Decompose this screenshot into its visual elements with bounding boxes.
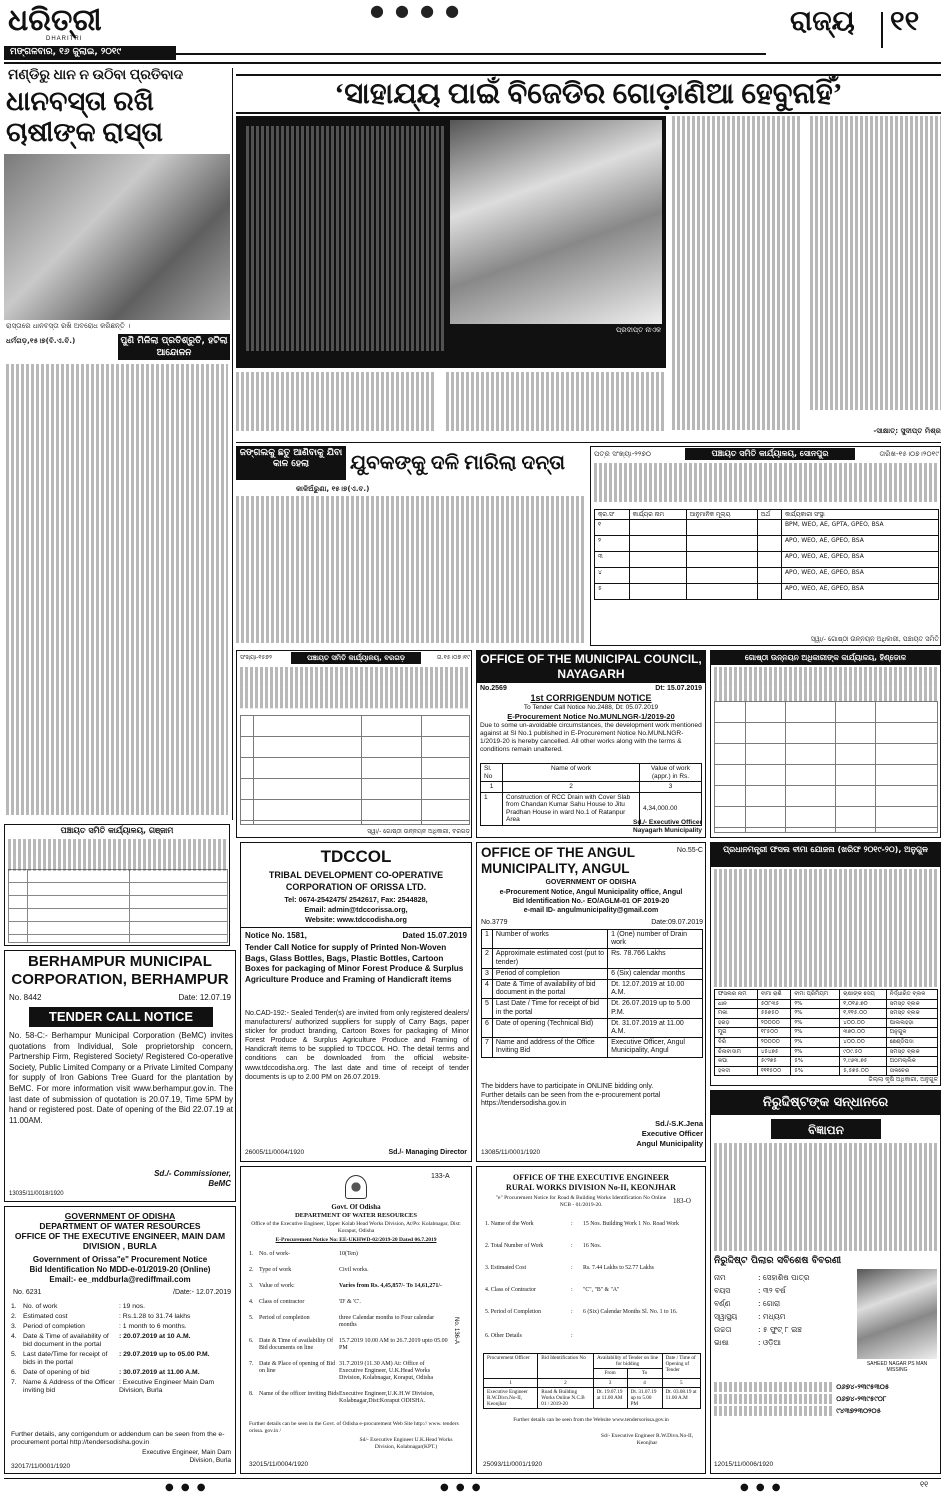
ad-banner: ବିଜ୍ଞାପନ (771, 1119, 881, 1139)
ad-title: ପଞ୍ଚାୟତ ସମିତି କାର୍ଯ୍ୟାଳୟ, ସୋନପୁର (685, 448, 855, 460)
ad-body (714, 869, 938, 987)
ad-title: TDCCOL (320, 847, 392, 866)
list-item: ଭାଷା : ଓଡ଼ିଆ (714, 1338, 781, 1347)
story-dateline: ଧର୍ମଗଡ଼,୧୫।୭(ବି.ଏ.ବି.) (6, 336, 76, 345)
ad-line1: e-Procurement Notice, Angul Municipality office, Angul (499, 889, 683, 896)
ad-line3: "e" Procurement Notice for Road & Building Works Identification No Online NCB - 01/2019-20. (495, 1195, 667, 1208)
table-row: 1 Number of works 1 (One) number of Drain work (482, 930, 703, 949)
ad-notice-no: E-Procurement Notice No.MUNLNGR-1/2019-20 (507, 712, 675, 721)
ad-sonepur (590, 446, 941, 646)
ad-berhampur (4, 950, 236, 1202)
contact-list: ୦୬୭୪-୨୩୯୫୩୦୫ ୦୬୭୪-୨୩୯୫୯୦୮ ୯୪୩୭୨୩୦୨୦୫ (714, 1381, 938, 1417)
table-row: ଚିନାବାଦାମ ୪୫୪୭୫ ୨% ୯୦୯.୫୦ ସମସ୍ତ ବ୍ଲକ (715, 1047, 938, 1057)
story-dateline: କାଳିଅଁରୁଣା, ୧୫।୭(ଏ.ବ.) (296, 484, 370, 493)
section-title: ରାଜ୍ୟ (790, 6, 855, 37)
ad-date: /Date:- 12.07.2019 (173, 1289, 231, 1296)
ad-ref: To Tender Call Notice No.2488, Dt: 05.07.2019 (523, 704, 659, 711)
ad-nayagarh (476, 650, 706, 838)
ad-gov: GOVERNMENT OF ODISHA (545, 879, 637, 886)
ad-code: 13085/11/0001/1920 (481, 1149, 541, 1156)
ad-num: 183-O (673, 1197, 691, 1205)
list-item: 5. Last date/Time for receipt of bids in the portal : 29.07.2019 up to 05.00 P.M. (11, 1351, 210, 1366)
detail-fields (714, 1271, 854, 1349)
ad-website: Website: www.tdccodisha.org (305, 915, 407, 924)
ad-tel: Tel: 0674-2542475/ 2542617, Fax: 2544828, (284, 895, 428, 904)
page-dots-icon: ● ● ● (440, 1482, 483, 1493)
ad-sign: Sd./- Commissioner, (154, 1169, 231, 1178)
ad-body (714, 1143, 938, 1253)
table-row: ବିରି ୨୦୦୦୦ ୨% ୪୦୦.୦୦ ଛେଣ୍ଡିପଦା (715, 1037, 938, 1047)
ad-sign: Executive Engineer, Main Dam Division, Burla (142, 1449, 231, 1464)
ad-foot: Further details, any corrigendum or addendum can be seen from the e-procurement portal http://tendersodisha.gov.in (11, 1431, 225, 1446)
page-dots-icon: ● ● ● (740, 1482, 783, 1493)
ad-rows (11, 1303, 233, 1397)
ad-crop-insurance (710, 842, 941, 1086)
ad-line2: DEPARTMENT OF WATER RESOURCES (294, 1212, 418, 1219)
list-item: 2. Estimated cost : Rs.1.28 to 31.74 lakhs (11, 1313, 191, 1320)
table-row: କପା ୫୯୨୭୫ ୫% ୨,୯୬୩.୭୫ ଅଠମଲ୍ଲିକ (715, 1057, 938, 1067)
ad-notice-no: Notice No. 1581, (245, 931, 307, 940)
story-body-col1 (236, 372, 436, 438)
ad-date: Dated 15.07.2019 (402, 931, 467, 940)
ad-email: Email:- ee_mddburla@rediffmail.com (49, 1275, 191, 1284)
story-byline: -ସାକ୍ଷାତ୍: ସୁଦୀପ୍ତ ମିଶ୍ର (873, 426, 941, 435)
ad-hindol (710, 650, 941, 838)
table-row: ଧାନ ୫୦୮୩୫ ୨% ୧,୦୧୬.୭୦ ସମସ୍ତ ବ୍ଲକ (715, 999, 938, 1009)
ad-line4: Government of Orissa"e" Procurement Notice (32, 1255, 208, 1264)
ad-title: BERHAMPUR MUNICIPAL CORPORATION, BERHAMPUR (11, 953, 229, 988)
list-item: 4. Class of Contractor : "C", "B" & "A" (485, 1287, 620, 1293)
intro-text (246, 126, 446, 356)
ad-body (714, 667, 938, 695)
ad-sign: ଜିଲ୍ଲା କୃଷି ଅଧିକାରୀ, ଅନୁଗୁଳ (868, 1076, 938, 1083)
photo-caption: ରାସ୍ତାରେ ଧାନବସ୍ତା ରଖି ଅବରୋଧ କରିଛନ୍ତି । (6, 322, 131, 330)
ad-code: 32017/11/0001/1920 (11, 1463, 71, 1470)
list-item: 5. Period of Completion : 6 (Six) Calendar Months Sl. No. 1 to 16. (485, 1309, 678, 1315)
ad-sign: Sd./- Executive Officer (633, 819, 702, 826)
table-row: 7 Name and address of the Office Inviting Bid Executive Officer, Angul Municipality, Angul (482, 1038, 703, 1057)
ad-rows (485, 1221, 699, 1347)
ad-code: 32015/11/0004/1920 (249, 1461, 309, 1468)
list-item: 7. Name & Address of the Officer inviting bid : Executive Engineer Main Dam Division, Burla (11, 1379, 215, 1394)
ad-line3: OFFICE OF THE EXECUTIVE ENGINEER, MAIN DAM DIVISION , BURLA (14, 1231, 226, 1251)
page-dots-icon: ● ● ● (165, 1482, 208, 1493)
logo-subtitle: DHARITRI (46, 36, 83, 42)
ad-body: No. 58-C:- Berhampur Municipal Corporation (BeMC) invites quotations from Individual, Sole proprietorship concern, Partnership Firm, Registered Society/ Registered Co-operative Society, Public Limited Company or a Private Limited Company for supply of Iron Gabions Tree Guard for the plantation by BeMC. For more information visit www.berhampur.gov.in. The last date of submission of quotation is 20.07.19, Time 5PM by hand or registered post. Date of opening of the Bid 22.07.19 at 11.00AM. (9, 1031, 233, 1125)
table-row: ହଳଦୀ ୧୧୧୫୦୦ ୫% ୫,୫୭୫.୦୦ ତାଳଚେର (715, 1066, 938, 1076)
ad-body: Due to some un-avoidable circumstances, the development work mentioned against at Sl No.1 published in E-Procurement Notice No.MUNLNGR-1/2019-20 is hereby cancelled. All other works along with the terms & conditions remain unaltered. (480, 722, 702, 753)
ad-line4: E-Procurement Notice No: EE-UKHWD-02/2019-20 Dated 06.7.2019 (275, 1237, 437, 1243)
list-item: 6. Date & Time of availability Of Bid documents on line 15.7.2019 10.00 AM to 26.7.2019 upto 05.00 PM (249, 1338, 448, 1351)
ad-rows (249, 1251, 449, 1414)
ad-memo: ପତ୍ର ସଂଖ୍ୟା-୨୨୭୦ (594, 449, 652, 458)
ad-line2: Bid Identification No.- EO/AGLM-01 OF 2019-20 (512, 898, 670, 905)
ad-missing-person (710, 1090, 941, 1474)
story-body-col3 (672, 116, 802, 438)
table-row: 1 Construction of RCC Drain with Cover Slab from Chandan Kumar Sahu House to Jitu Pradhan House in ward No.1 of Ratanpur Area 4,34,000.00 (481, 792, 702, 825)
photo-caption: ପ୍ରଦୀପ୍ତ ନାଏକ (616, 326, 662, 334)
ad-tdccol (240, 842, 472, 1162)
ad-sign-office: BeMC (208, 1179, 231, 1188)
ad-date: ତାରିଖ-୧୫।୦୭।୨୦୧୯ (879, 449, 939, 458)
story-body-col4 (810, 116, 941, 422)
ad-code: 26005/11/0004/1920 (245, 1149, 305, 1156)
ad-no: No.2569 (480, 685, 507, 692)
story-body (236, 496, 586, 644)
ad-note: The bidders have to participate in ONLINE bidding only. (481, 1083, 654, 1090)
table-row: 5 Last Date / Time for receipt of bid in the portal Dt. 26.07.2019 up to 5.00 P.M. (482, 999, 703, 1018)
ad-table (240, 715, 470, 825)
emblem-icon (345, 1175, 367, 1199)
ad-foot: Further details can be seen in the Govt. of Odisha e-procurement Web Site http:// www. tenders orissa. gov.in / (249, 1421, 459, 1434)
ad-subtitle: TRIBAL DEVELOPMENT CO-OPERATIVE CORPORATION OF ORISSA LTD. (268, 870, 444, 892)
ad-title: ପଞ୍ଚାୟତ ସମିତି କାର୍ଯ୍ୟାଳୟ, ବରଗଡ଼ (291, 652, 421, 664)
list-item: 2. Type of work Civil works. (249, 1267, 369, 1273)
list-item: 1. No. of work : 19 nos. (11, 1303, 146, 1310)
table-row: ହରଡ଼ ୨୦୦୦୦ ୨% ୪୦୦.୦୦ ପାଲଲହଡ଼ା (715, 1018, 938, 1028)
story-body (6, 364, 228, 816)
story-farmers (4, 68, 230, 820)
ad-body (8, 839, 228, 865)
list-item: 1. Name of the Work : 15 Nos. Building Work 1 No. Road Work (485, 1221, 679, 1227)
table-row: ମୁଗ ୧୮୫୦୦ ୨% ୩୭୦.୦୦ ଅନୁଗୁଳ (715, 1028, 938, 1038)
page-number: ୧୧ (890, 6, 920, 37)
ad-line2: DEPARTMENT OF WATER RESOURCES (39, 1221, 201, 1231)
ad-keonjhar (476, 1166, 706, 1474)
ad-date: Date: 12.07.19 (178, 993, 231, 1002)
ad-title: ପଞ୍ଚାୟତ ସମିତି କାର୍ଯ୍ୟାଳୟ, ଗଞ୍ଜାମ (60, 826, 174, 835)
ad-no: No. 6231 (13, 1289, 42, 1296)
col-header: ଆନୁମାନିକ ମୂଲ୍ୟ (686, 510, 757, 520)
dateline: ମଙ୍ଗଳବାର, ୧୬ ଜୁଲାଇ, ୨୦୧୯ (10, 47, 122, 57)
list-item: ସ୍ୱାସ୍ଥ୍ୟ : ମଧ୍ୟମ (714, 1312, 786, 1321)
table-row: ୨ APO, WEO, AE, GPEO, BSA (595, 536, 939, 552)
table-row: Executive Engineer R.W.Divn.No-II, Keonjhar Road & Building Works Online N.C.B 01 / 2019-20 Dt. 19.07.19 at 11.00 AM Dt. 31.07.19 up to 5.00 PM Dt. 03.08.19 at 11.00 A.M (484, 1387, 701, 1409)
table-row: ୧ BPM, WEO, AE, GPTA, GPEO, BSA (595, 520, 939, 536)
list-item: 4. Date & Time of availability of bid document in the portal : 20.07.2019 at 10 A.M. (11, 1333, 191, 1348)
ad-note: Further details can be seen from the e-procurement portal https://tendersodisha.gov.in (481, 1092, 661, 1108)
ad-table: ଫସଲର ନାମ ବୀମା ରାଶି ବୀମା ପ୍ରିମିୟମ ଚାଷୀଙ୍କ ଦେୟ ନିର୍ଦ୍ଧାରିତ ବ୍ଲକ ଧାନ ୫୦୮୩୫ ୨% ୧,୦୧୬.୭୦ ସମସ୍ତ ବ୍ଲକ ମକା ୫୫୭୫୦ ୨% ୧,୧୧୫.୦୦ ସମସ୍ତ ବ୍ଲକ ହରଡ଼ ୨୦୦୦୦ ୨% ୪୦୦.୦୦ ପାଲଲହଡ଼ା ମୁଗ ୧୮୫୦୦ ୨% ୩୭୦.୦୦ ଅନୁଗୁଳ ବିରି ୨୦୦୦୦ ୨% ୪୦୦.୦୦ ଛେଣ୍ଡିପଦା ଚିନାବାଦାମ ୪୫୪୭୫ ୨% ୯୦୯.୫୦ ସମସ୍ତ ବ୍ଲକ କପା ୫୯୨୭୫ ୫% ୨,୯୬୩.୭୫ ଅଠମଲ୍ଲିକ ହଳଦୀ ୧୧୧୫୦୦ ୫% ୫,୫୭୫.୦୦ ତାଳଚେର (714, 989, 938, 1076)
ad-code: 25093/11/0001/1920 (483, 1461, 543, 1468)
story-headline: ଧାନବସ୍ତା ରଖି ଚାଷୀଙ୍କ ରାସ୍ତା (6, 86, 163, 147)
story-bjd (236, 68, 941, 440)
list-item: 6. Other Details : (485, 1333, 573, 1339)
list-item: 6. Date of opening of bid : 30.07.2019 at 11.00 A.M. (11, 1369, 200, 1376)
ad-table (594, 509, 939, 600)
footer-page-mark: ୧୧ (920, 1480, 929, 1489)
ad-bargarh (236, 650, 472, 838)
ad-title: OFFICE OF THE ANGUL MUNICIPALITY, ANGUL (481, 845, 635, 876)
ad-heading: Tender Call Notice for supply of Printed Non-Woven Bags, Glass Bottles, Bags, Plastic Bottles, Cartoon Boxes for packaging of Minor Forest Produce & Surplus Agriculture Produce and Framing of Handicraft items (245, 943, 464, 984)
ad-date: Dt: 15.07.2019 (655, 685, 702, 692)
ad-sign: ସ୍ୱା/- ଗୋଷ୍ଠୀ ଉନ୍ନୟନ ଅଧିକାରୀ, ବରଗଡ଼ (367, 828, 470, 835)
list-item: ବୟସ : ୩୨ ବର୍ଷ (714, 1286, 786, 1295)
newspaper-logo: ଧରିତ୍ରୀ (8, 4, 102, 37)
story-elephant (236, 446, 586, 646)
ad-table: Sl. No Name of work Value of work (appr.) in Rs. 1 2 3 1 Construction of RCC Drain with Cover Slab from Chandan Kumar Sahu House to Jitu Pradhan House in ward No.1 of Ratanpur Area 4,34,000.00 (480, 763, 702, 826)
page-footer (0, 1478, 945, 1498)
ad-body: No.CAD-192:- Sealed Tender(s) are invited from only registered dealers/ manufacturers/ authorized suppliers for supply of Carry Bags, paper sticker for product branding, Cartoon Boxes for packaging of Minor Forest Produce & Surplus Agriculture Produce and Framing of Handicraft items to be supplied to TDCCOL HO. The detail terms and conditions can be downloaded from the official website- www.tdccodisha.org. The last date and time of receipt of tender documents is up to 2.00 PM on 26.07.2019. (245, 1010, 469, 1081)
ad-line1: GOVERNMENT OF ODISHA (64, 1211, 176, 1221)
table-row: 3 Period of completion 6 (Six) calendar months (482, 968, 703, 979)
ad-angul (476, 842, 706, 1162)
ad-sign: Sd/- Executive Engineer R.W.Divn.No-II, Keonjhar (600, 1433, 694, 1446)
ad-side-no: No. 136-A (453, 1317, 459, 1345)
ad-sign-office: Angul Municipality (636, 1139, 703, 1148)
ad-banner: TENDER CALL NOTICE (29, 1007, 213, 1027)
ad-line3: e-mail ID- angulmunicipality@gmail.com (523, 907, 659, 914)
ad-email: Email: admin@tdccorissa.org, (304, 905, 408, 914)
story-subhead: ପୁଣି ମିଳିଲା ପ୍ରତିଶ୍ରୁତି, ହଟିଲା ଆନ୍ଦୋଳନ (118, 334, 230, 360)
col-header: କ୍ର.ସଂ (595, 510, 630, 520)
ad-code: 12015/11/0006/1920 (714, 1461, 774, 1468)
ad-title: ଗୋଷ୍ଠୀ ଉନ୍ନୟନ ଅଧିକାରୀଙ୍କ କାର୍ଯ୍ୟାଳୟ, ହିଣ୍ଡୋଳ (711, 651, 940, 665)
ad-line3: Office of the Executive Engineer, Upper Kolab Head Works Division, At/Po: Kolabnagar, Dist: Koraput, Odisha (251, 1221, 461, 1234)
ad-body (594, 463, 939, 507)
list-item: 1. No. of work- 10(Ten) (249, 1251, 358, 1257)
ad-date: ତା.୧୫।୦୭।୧୯ (436, 654, 470, 661)
ad-title: ପ୍ରଧାନମନ୍ତ୍ରୀ ଫସଲ ବୀମା ଯୋଜନା (ଖରିଫ ୨୦୧୯-୨୦), ଅନୁଗୁଳ (711, 843, 940, 867)
ad-table (8, 869, 228, 943)
page-dots-icon: ● ● ● ● (370, 1, 463, 20)
ad-no-c: No.55-C (676, 847, 703, 854)
ad-line2: RURAL WORKS DIVISION No-II, KEONJHAR (506, 1183, 676, 1192)
ad-title: ନିରୁଦ୍ଦିଷ୍ଟଙ୍କ ସନ୍ଧାନରେ (711, 1091, 940, 1115)
ad-koraput (240, 1166, 472, 1474)
list-item: 7. Date & Place of opening of Bid on line 31.7.2019 (11.30 AM) At: Office of Executive Engineer, U.K.Head Works Division, Kolabnagar, Koraput, Odisha (249, 1361, 434, 1381)
story-kicker: ଜଙ୍ଗଲକୁ ଛତୁ ଆଣିବାକୁ ଯିବା କାଳ ହେଲା (236, 446, 346, 480)
list-item: 3. Period of completion : 1 month to 6 months. (11, 1323, 187, 1330)
story-kicker: ମଣ୍ଡିରୁ ଧାନ ନ ଉଠିବା ପ୍ରତିବାଦ (8, 68, 184, 83)
story-headline: ଯୁବକଙ୍କୁ ଦଳି ମାରିଲା ଦନ୍ତା (350, 452, 565, 474)
photo-caption: SAHEED NAGAR PS MAN MISSING (866, 1361, 928, 1373)
list-item: 4. Class of contractor 'D' & 'C'. (249, 1299, 361, 1305)
ad-sign: Sd/- Executive Engineer U.K.Head Works Division, Kolabnagar(KPT.) (359, 1437, 453, 1450)
ad-burla (4, 1206, 236, 1474)
ad-subhead: ନିରୁଦ୍ଦିଷ୍ଟ ପିଲାର ସବିଶେଷ ବିବରଣୀ (714, 1255, 842, 1266)
ad-sign-title: Executive Officer (641, 1129, 703, 1138)
table-row: 4 Date & Time of availability of bid document in the portal Dt. 12.07.2019 at 10.00 A.M. (482, 980, 703, 999)
ad-sign-office: Nayagarh Municipality (633, 827, 702, 834)
table-row: ମକା ୫୫୭୫୦ ୨% ୧,୧୧୫.୦୦ ସମସ୍ତ ବ୍ଲକ (715, 1009, 938, 1019)
ad-table: Procurement Officer Bid Identification No Availability of Tender on line for bidding Date / Time of Opening of Tender From To 1 2 3 4 5 Executive Engineer R.W.Divn.No-II, Keonjhar Road & Building Works Online N.C.B 01 / 2019-20 Dt. 19.07.19 at 11.00 AM Dt. 31.07.19 up to 5.00 PM Dt. 03.08.19 at 11.00 A.M (483, 1353, 701, 1409)
list-item: 8. Name of the officer inviting Bids Executive Engineer,U.K.H.W Division, Kolabnagar,Dist:Koraput ODISHA. (249, 1391, 435, 1404)
portrait-photo (450, 120, 662, 324)
ad-line1: Govt. Of Odisha (331, 1203, 381, 1211)
list-item: ଉଚ୍ଚତା : ୫ ଫୁଟ୍ ୮ ଇଞ୍ଚ (714, 1325, 802, 1334)
list-item: 3. Value of work: Varies from Rs. 4,45,857/- To 14,61,271/- (249, 1283, 443, 1289)
ad-body (240, 667, 470, 699)
ad-foot: Further details can be seen from the Website www.tendersorissa.gov.in (513, 1417, 669, 1423)
table-row: 2 Approximate estimated cost (put to tender) Rs. 78.766 Lakhs (482, 949, 703, 968)
ad-line1: OFFICE OF THE EXECUTIVE ENGINEER (512, 1173, 670, 1182)
table-row: ୫ APO, WEO, AE, GPEO, BSA (595, 584, 939, 600)
ad-code: 13035/11/0018/1920 (9, 1191, 64, 1197)
list-item: 2. Total Number of Work : 16 Nos. (485, 1243, 602, 1249)
story-body-col2 (446, 372, 666, 438)
ad-num: 133-A (431, 1173, 450, 1180)
ad-memo: ସଂଖ୍ୟା-୧୫୭୨ (240, 654, 272, 661)
table-row: 6 Date of opening (Technical Bid) Dt. 31.07.2019 at 11.00 A.M. (482, 1018, 703, 1037)
ad-sign: Sd./-S.K.Jena (655, 1119, 703, 1128)
table-row: ୩ APO, WEO, AE, GPEO, BSA (595, 552, 939, 568)
ad-table (481, 929, 703, 1058)
missing-person-photo (857, 1269, 937, 1359)
ad-ganjam (4, 824, 230, 946)
col-header: ଅର୍ଥ (757, 510, 781, 520)
ad-no: No.3779 (481, 919, 508, 926)
table-row: ୪ APO, WEO, AE, GPEO, BSA (595, 568, 939, 584)
masthead (0, 0, 945, 62)
protest-photo (4, 154, 230, 320)
ad-no: No. 8442 (9, 993, 42, 1002)
ad-heading: 1st CORRIGENDUM NOTICE (530, 693, 652, 703)
ad-line5: Bid Identification No MDD-e-01/2019-20 (Online) (29, 1265, 211, 1274)
list-item: ନାମ : ସେହାଶିଷ ପାତ୍ର (714, 1273, 810, 1282)
col-header: କାର୍ଯ୍ୟର ନାମ (629, 510, 686, 520)
col-header: କାର୍ଯ୍ୟକାରୀ ସଂସ୍ଥା (781, 510, 938, 520)
ad-date: Date:09.07.2019 (651, 919, 703, 926)
list-item: 3. Estimated Cost : Rs. 7.44 Lakhs to 52.77 Lakhs (485, 1265, 654, 1271)
list-item: ବର୍ଣ୍ଣ : ଗୋରା (714, 1299, 781, 1308)
ad-table (714, 701, 938, 833)
ad-title: OFFICE OF THE MUNICIPAL COUNCIL, NAYAGARH (477, 651, 705, 683)
story-headline: ‘ସାହାଯ୍ୟ ପାଇଁ ବିଜେଡିର ଗୋଡ଼ାଣିଆ ହେବୁନାହିଁ’ (236, 74, 941, 114)
ad-sign: Sd./- Managing Director (388, 1149, 467, 1156)
ad-sign: ସ୍ୱା/- ଗୋଷ୍ଠୀ ଉନ୍ନୟନ ଅଧିକାରୀ, ପଞ୍ଚାୟତ ସମିତି (810, 635, 939, 643)
list-item: 5. Period of completion three Calendar months to Four calendar months (249, 1315, 435, 1328)
